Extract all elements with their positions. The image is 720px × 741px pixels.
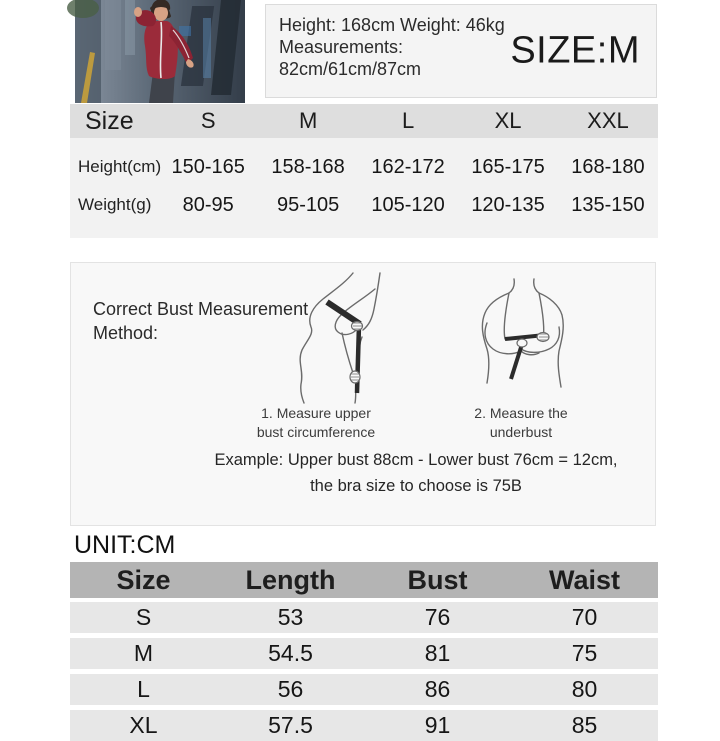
size-col-l: L [401, 108, 415, 133]
row-l-length: 56 [277, 676, 304, 702]
garment-col-bust: Bust [407, 564, 468, 595]
table-row [70, 186, 658, 224]
upper-bust-figure-illustration [287, 273, 401, 403]
garment-col-waist: Waist [548, 564, 620, 595]
step2-caption [416, 404, 626, 442]
weight-xxl: 135-150 [571, 193, 645, 216]
table-row [70, 148, 658, 186]
garment-measurements-table [70, 562, 658, 741]
row-l-size: L [137, 676, 150, 702]
garment-col-size: Size [116, 564, 171, 595]
table-row [70, 602, 658, 633]
height-row-label: Height(cm) [78, 157, 162, 176]
weight-l: 105-120 [371, 193, 445, 216]
size-col-xxl: XXL [587, 108, 629, 133]
row-s-size: S [135, 604, 152, 630]
step2-caption-line2: underbust [489, 424, 553, 440]
step1-caption-line1: 1. Measure upper [261, 405, 371, 421]
weight-xl: 120-135 [471, 193, 545, 216]
model-photo [75, 0, 245, 103]
row-l-waist: 80 [571, 676, 598, 702]
table-row [70, 674, 658, 705]
garment-table-header-row [70, 562, 658, 598]
weight-s: 80-95 [182, 193, 234, 216]
underbust-figure-illustration [467, 279, 581, 403]
table-row [70, 638, 658, 669]
guide-title-line1: Correct Bust Measurement [93, 299, 309, 319]
size-col-s: S [200, 108, 216, 133]
row-xl-waist: 85 [571, 712, 598, 738]
bust-example-line1: Example: Upper bust 88cm - Lower bust 76cm = 12cm, [214, 451, 618, 469]
size-col-xl: XL [494, 108, 522, 133]
model-measurements-label: Measurements: [279, 37, 404, 57]
unit-label: UNIT:CM [74, 531, 176, 559]
row-s-waist: 70 [571, 604, 598, 630]
size-recommendation-table [70, 104, 658, 238]
row-s-length: 53 [277, 604, 304, 630]
bust-example-text [179, 447, 653, 499]
row-m-bust: 81 [424, 640, 451, 666]
row-xl-length: 57.5 [268, 712, 313, 738]
model-height-weight: Height: 168cm Weight: 46kg [279, 15, 505, 35]
bust-example-line2: the bra size to choose is 75B [310, 477, 522, 495]
height-l: 162-172 [371, 155, 445, 178]
step2-caption-line1: 2. Measure the [474, 405, 568, 421]
row-xl-size: XL [129, 712, 158, 738]
garment-col-length: Length [245, 564, 336, 595]
step1-caption-line2: bust circumference [256, 424, 376, 440]
size-col-m: M [298, 108, 318, 133]
height-s: 150-165 [171, 155, 245, 178]
model-size-label: SIZE:M [510, 29, 640, 72]
height-xxl: 168-180 [571, 155, 645, 178]
weight-row-label: Weight(g) [78, 195, 152, 214]
row-xl-bust: 91 [424, 712, 451, 738]
row-s-bust: 76 [424, 604, 451, 630]
bust-measurement-guide [70, 262, 656, 526]
model-measurements-values: 82cm/61cm/87cm [279, 59, 422, 79]
step1-caption [211, 404, 421, 442]
height-xl: 165-175 [471, 155, 545, 178]
size-table-body [70, 138, 658, 238]
guide-title-line2: Method: [93, 323, 159, 343]
size-table-corner-label: Size [85, 106, 134, 135]
model-photo-art [75, 0, 245, 103]
table-row [70, 710, 658, 741]
row-m-size: M [133, 640, 154, 666]
size-table-header-row [70, 104, 658, 138]
model-info-text [279, 14, 505, 80]
weight-m: 95-105 [276, 193, 340, 216]
row-l-bust: 86 [424, 676, 451, 702]
row-m-length: 54.5 [268, 640, 313, 666]
guide-title [93, 297, 308, 345]
model-info-box [265, 4, 657, 98]
row-m-waist: 75 [571, 640, 598, 666]
height-m: 158-168 [271, 155, 345, 178]
